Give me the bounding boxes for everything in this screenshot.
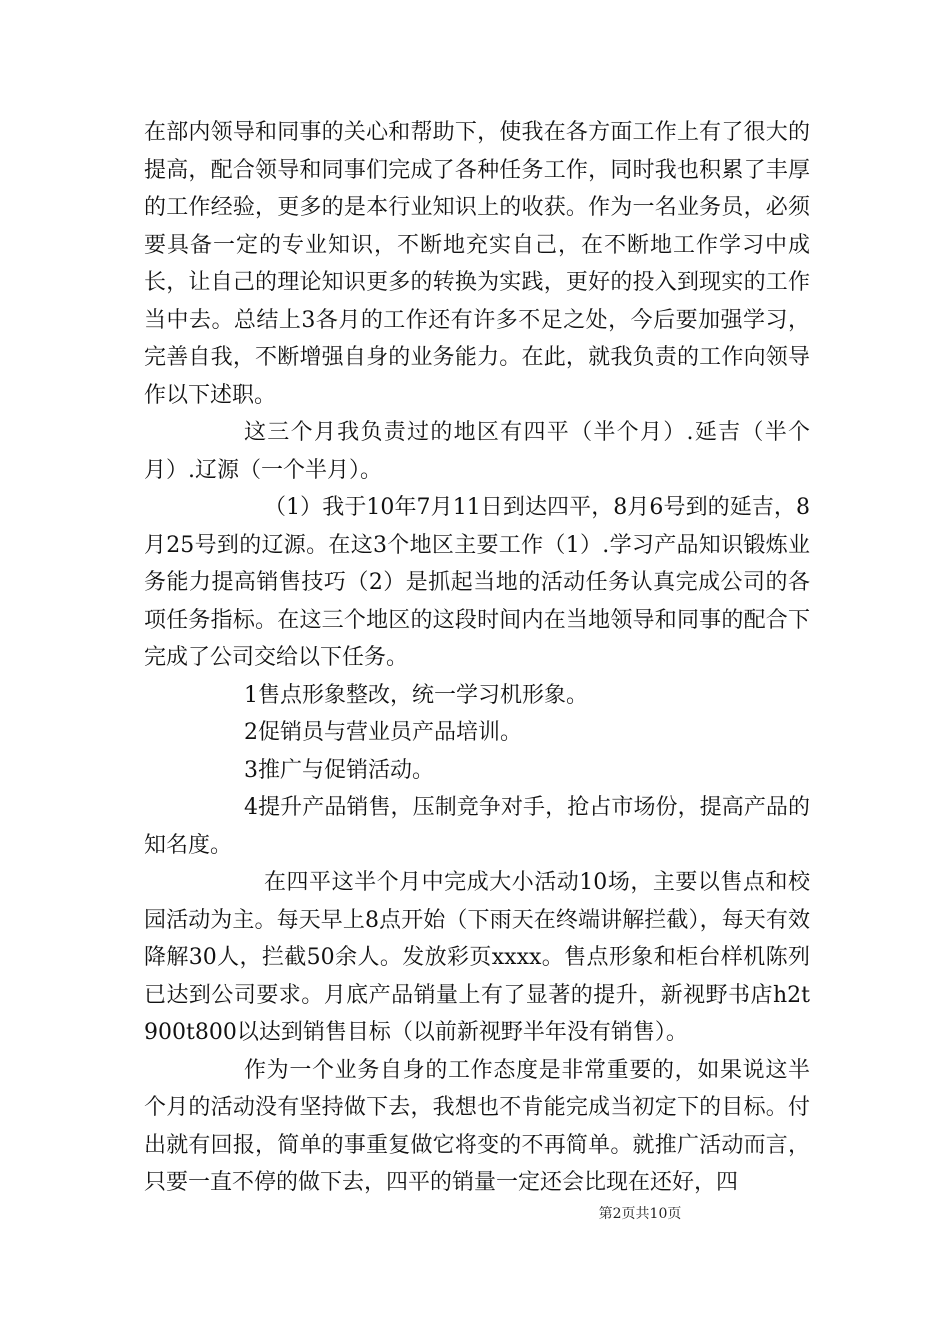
page-number-footer: 第2页共10页 <box>598 1206 682 1222</box>
list-item: 3推广与促销活动。 <box>244 757 434 783</box>
paragraph-siping-activities: 在四平这半个月中完成大小活动10场，主要以售点和校园活动为主。每天早上8点开始（下雨天在终端讲解拦截），每天有效降解30人，拦截50余人。发放彩页xxxx。售点形象和柜台样机陈列已达到公司要求。月底产品销量上有了显著的提升，新视野书店h2t900t800以达到销售目标（以前新视野半年没有销售）。 <box>144 870 810 1045</box>
paragraph-arrival-dates: （1）我于10年7月11日到达四平，8月6号到的延吉，8月25号到的辽源。在这3个地区主要工作（1）.学习产品知识锻炼业务能力提高销售技巧（2）是抓起当地的活动任务认真完成公司的各项任务指标。在这三个地区的这段时间内在当地领导和同事的配合下完成了公司交给以下任务。 <box>144 495 810 670</box>
list-item: 1售点形象整改，统一学习机形象。 <box>244 682 588 708</box>
paragraph-regions: 这三个月我负责过的地区有四平（半个月）.延吉（半个月）.辽源（一个半月）。 <box>144 420 810 483</box>
list-item: 2促销员与营业员产品培训。 <box>244 720 522 745</box>
paragraph-work-attitude: 作为一个业务自身的工作态度是非常重要的，如果说这半个月的活动没有坚持做下去，我想也不肯能完成当初定下的目标。付出就有回报，简单的事重复做它将变的不再简单。就推广活动而言，只要一直不停的做下去，四平的销量一定还会比现在还好，四 <box>144 1057 810 1195</box>
paragraph-summary: 在部内领导和同事的关心和帮助下，使我在各方面工作上有了很大的提高，配合领导和同事们完成了各种任务工作，同时我也积累了丰厚的工作经验，更多的是本行业知识上的收获。作为一名业务员，必须要具备一定的专业知识，不断地充实自己，在不断地工作学习中成长，让自己的理论知识更多的转换为实践，更好的投入到现实的工作当中去。总结上3各月的工作还有许多不足之处，今后要加强学习，完善自我，不断增强自身的业务能力。在此，就我负责的工作向领导作以下述职。 <box>144 120 810 408</box>
list-item: 4提升产品销售，压制竞争对手，抢占市场份，提高产品的知名度。 <box>144 795 810 858</box>
document-body <box>144 114 810 1202</box>
